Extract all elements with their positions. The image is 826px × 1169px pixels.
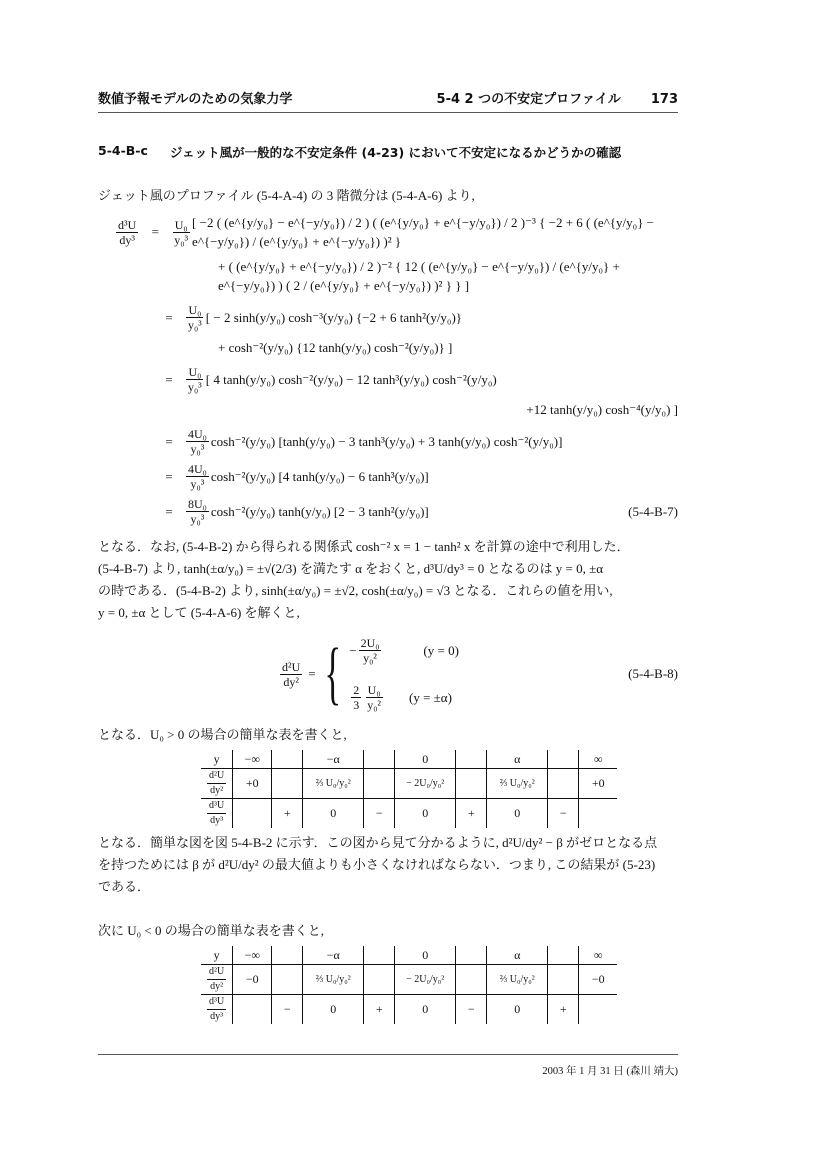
equation-line-3 <box>154 303 678 332</box>
cell: 0 <box>487 799 548 829</box>
cell <box>456 946 487 965</box>
cell: 0 <box>303 995 364 1025</box>
cell <box>456 965 487 995</box>
equals: = <box>165 309 173 325</box>
cell <box>364 946 395 965</box>
denominator: y₀³ <box>190 477 205 491</box>
equals: = <box>165 371 173 387</box>
equals: = <box>165 503 173 519</box>
cell <box>456 769 487 799</box>
cell: − 2U₀/y₀² <box>395 965 456 995</box>
cell: +0 <box>233 769 272 799</box>
cell: y <box>201 750 233 769</box>
coef-fraction <box>186 427 209 456</box>
expression: [ − 2 sinh(y/y₀) cosh⁻³(y/y₀) {−2 + 6 tanh²(y/y₀)} <box>205 310 463 325</box>
denominator: y₀² <box>367 698 381 712</box>
cell: 0 <box>487 995 548 1025</box>
numerator: U₀ <box>188 303 202 317</box>
cell: 0 <box>395 995 456 1025</box>
numerator: 4U₀ <box>188 427 207 441</box>
coef-fraction <box>186 303 204 332</box>
condition: (y = ±α) <box>409 689 452 705</box>
equals: = <box>308 666 316 681</box>
text-line: を持つためには β が d²U/dy² の最大値よりも小さくなければならない．つまり, この結果が (5-23) <box>98 857 656 872</box>
text-line: となる．なお, (5-4-B-2) から得られる関係式 cosh⁻² x = 1 − tanh² x を計算の途中で利用した． <box>98 539 630 554</box>
cell: ∞ <box>579 946 618 965</box>
cell: −0 <box>233 965 272 995</box>
section-heading <box>98 143 678 161</box>
equation-line-6: +12 tanh(y/y₀) cosh⁻⁴(y/y₀) ] <box>526 402 678 417</box>
cell <box>456 750 487 769</box>
text-line: である． <box>98 879 151 894</box>
book-title: 数値予報モデルのための気象力学 <box>98 92 293 107</box>
cell: + <box>272 799 303 829</box>
cell <box>579 995 618 1025</box>
row-label <box>207 965 226 994</box>
cell <box>548 769 579 799</box>
lhs-fraction <box>280 660 302 689</box>
cell: + <box>364 995 395 1025</box>
cell: 0 <box>395 946 456 965</box>
cell <box>272 750 303 769</box>
coef-fraction <box>186 365 204 394</box>
row-label <box>207 995 226 1024</box>
denominator: y₀³ <box>188 318 202 332</box>
denominator: dy² <box>210 785 224 796</box>
fraction <box>351 683 361 712</box>
cell: −∞ <box>233 946 272 965</box>
equation-label: (5-4-B-8) <box>628 666 678 681</box>
expression: [ −2 ( (e^{y/y₀} − e^{−y/y₀}) / 2 ) ( (e^{y/y₀} + e^{−y/y₀}) / 2 )⁻³ { −2 + 6 ( (e^{y/y₀} − e^{−y/y₀}) / (e^{y/y₀} + e^{−y/y₀}) )² } <box>192 215 655 249</box>
table-u0-negative <box>201 946 617 1024</box>
coef-fraction <box>186 497 209 526</box>
cell: + <box>456 799 487 829</box>
expression: cosh⁻²(y/y₀) [tanh(y/y₀) − 3 tanh³(y/y₀) + 3 tanh(y/y₀) cosh⁻²(y/y₀)] <box>210 434 563 449</box>
cell: −α <box>303 750 364 769</box>
expression: [ 4 tanh(y/y₀) cosh⁻²(y/y₀) − 12 tanh³(y/y₀) cosh⁻²(y/y₀) <box>205 372 497 387</box>
text-line: となる．簡単な図を図 5-4-B-2 に示す．この図から見て分かるように, d²U/dy² − β がゼロとなる点 <box>98 835 658 850</box>
equals: = <box>165 433 173 449</box>
cell <box>364 769 395 799</box>
row-label <box>207 799 226 828</box>
running-section: 5-4 2 つの不安定プロファイル <box>436 92 621 107</box>
cell: − <box>364 799 395 829</box>
numerator: 8U₀ <box>188 497 207 511</box>
cell: ∞ <box>579 750 618 769</box>
fraction <box>365 683 383 712</box>
running-header <box>98 88 678 113</box>
sign: − <box>349 642 357 658</box>
cell <box>272 769 303 799</box>
equals: = <box>151 224 159 239</box>
denominator: y₀³ <box>174 232 189 247</box>
derivation <box>114 213 678 526</box>
denominator: dy³ <box>119 232 135 247</box>
text-line: y = 0, ±α として (5-4-A-6) を解くと, <box>98 605 300 620</box>
expression: cosh⁻²(y/y₀) tanh(y/y₀) [2 − 3 tanh²(y/y₀)] <box>210 504 429 519</box>
cell <box>579 799 618 829</box>
cell: − <box>272 995 303 1025</box>
cell: 0 <box>395 799 456 829</box>
equals: = <box>165 468 173 484</box>
equation-line-4: + cosh⁻²(y/y₀) {12 tanh(y/y₀) cosh⁻²(y/y₀)} ] <box>218 340 453 355</box>
cell <box>272 946 303 965</box>
text-line: (5-4-B-7) より, tanh(±α/y₀) = ±√(2/3) を満たす α をおくと, d³U/dy³ = 0 となるのは y = 0, ±α <box>98 561 604 576</box>
denominator: y₀² <box>363 651 377 665</box>
numerator: d²U <box>207 769 226 784</box>
cell: −0 <box>579 965 618 995</box>
paragraph-2 <box>98 536 678 624</box>
intro-text: ジェット風のプロファイル (5-4-A-4) の 3 階微分は (5-4-A-6) より, <box>98 188 475 203</box>
numerator: d²U <box>282 659 301 674</box>
paragraph-5: 次に U₀ < 0 の場合の簡単な表を書くと, <box>98 923 325 938</box>
cell: −∞ <box>233 750 272 769</box>
equation-line-9 <box>154 497 678 526</box>
cell <box>233 799 272 829</box>
section-title: ジェット風が一般的な不安定条件 (4-23) において不安定になるかどうかの確認 <box>169 145 622 160</box>
cell: ⅔ U₀/y₀² <box>487 965 548 995</box>
text-line: の時である．(5-4-B-2) より, sinh(±α/y₀) = ±√2, cosh(±α/y₀) = √3 となる．これらの値を用い, <box>98 583 613 598</box>
coef-fraction <box>186 462 209 491</box>
eq8-case-2 <box>349 683 459 712</box>
denominator: dy² <box>283 674 299 689</box>
denominator: y₀³ <box>188 380 202 394</box>
eq8-case-1 <box>349 636 459 665</box>
cell: α <box>487 750 548 769</box>
cell: − <box>548 799 579 829</box>
section-number: 5-4-B-c <box>98 143 148 158</box>
cell <box>364 965 395 995</box>
numerator: d²U <box>207 965 226 980</box>
cell: −α <box>303 946 364 965</box>
cell <box>364 750 395 769</box>
denominator: y₀³ <box>190 442 205 456</box>
cell: α <box>487 946 548 965</box>
denominator: y₀³ <box>190 512 205 526</box>
cell <box>548 946 579 965</box>
numerator: d³U <box>207 995 226 1010</box>
numerator: 2 <box>353 683 360 697</box>
cell: ⅔ U₀/y₀² <box>487 769 548 799</box>
cell <box>548 750 579 769</box>
paragraph-3: となる．U₀ > 0 の場合の簡単な表を書くと, <box>98 727 347 742</box>
equation-line-8 <box>154 462 678 491</box>
denominator: 3 <box>353 698 360 712</box>
numerator: d³U <box>118 217 137 232</box>
equation-line-5 <box>154 365 678 394</box>
equation-label: (5-4-B-7) <box>628 503 678 519</box>
cell: 0 <box>303 799 364 829</box>
cell: + <box>548 995 579 1025</box>
cell: y <box>201 946 233 965</box>
equation-line-7 <box>154 427 678 456</box>
cell: ⅔ U₀/y₀² <box>303 965 364 995</box>
cell <box>272 965 303 995</box>
cases <box>349 636 459 712</box>
row-label <box>207 769 226 798</box>
footer-date-author: 2003 年 1 月 31 日 (森川 靖大) <box>542 1066 678 1077</box>
table-u0-positive <box>201 750 617 828</box>
paragraph-4 <box>98 832 678 898</box>
left-brace: { <box>324 635 341 712</box>
equation-5-4-B-8 <box>98 636 678 712</box>
cell: ⅔ U₀/y₀² <box>303 769 364 799</box>
equation-line-2: + ( (e^{y/y₀} + e^{−y/y₀}) / 2 )⁻² { 12 ( (e^{y/y₀} − e^{−y/y₀}) / (e^{y/y₀} + e^{−y/y₀}) ) ( 2 / (e^{y/y₀} + e^{−y/y₀}) )² } } ] <box>218 259 620 293</box>
cell: 0 <box>395 750 456 769</box>
page-number: 173 <box>650 92 678 107</box>
coef-fraction <box>172 218 190 247</box>
cell: − <box>456 995 487 1025</box>
footer-rule <box>98 1054 678 1055</box>
lhs-fraction <box>116 218 138 247</box>
numerator: 2U₀ <box>360 636 380 650</box>
cell <box>233 995 272 1025</box>
expression: cosh⁻²(y/y₀) [4 tanh(y/y₀) − 6 tanh³(y/y₀)] <box>210 469 429 484</box>
cell <box>548 965 579 995</box>
equation-line-1 <box>114 213 678 251</box>
denominator: dy³ <box>210 1011 224 1022</box>
cell: − 2U₀/y₀² <box>395 769 456 799</box>
numerator: 4U₀ <box>188 462 207 476</box>
numerator: U₀ <box>367 683 381 697</box>
numerator: d³U <box>207 799 226 814</box>
numerator: U₀ <box>188 365 202 379</box>
fraction <box>359 636 382 665</box>
condition: (y = 0) <box>423 642 459 658</box>
cell: +0 <box>579 769 618 799</box>
denominator: dy³ <box>210 815 224 826</box>
denominator: dy² <box>210 981 224 992</box>
numerator: U₀ <box>174 217 188 232</box>
